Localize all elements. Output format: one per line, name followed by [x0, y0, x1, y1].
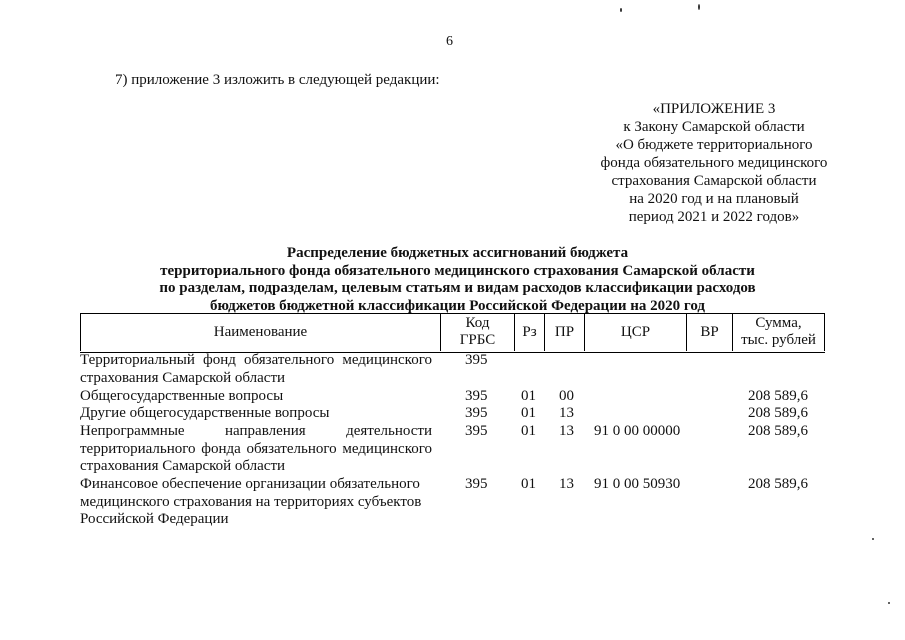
- appendix-line: «О бюджете территориального: [615, 137, 813, 153]
- header-csr: ЦСР: [584, 313, 686, 351]
- header-name: Наименование: [80, 313, 440, 351]
- header-code: Код ГРБС: [440, 313, 514, 351]
- heading-line: территориального фонда обязательного медицинского страхования Самарской области: [160, 262, 755, 279]
- row-rz: 01: [521, 423, 536, 439]
- row-sum: 208 589,6: [748, 388, 808, 404]
- row-name: Общегосударственные вопросы: [80, 388, 284, 404]
- row-csr: 91 0 00 50930: [594, 476, 681, 492]
- appendix-line: к Закону Самарской области: [623, 119, 805, 135]
- table-row: [80, 423, 840, 477]
- row-csr: 91 0 00 00000: [594, 423, 681, 439]
- scan-speck: [620, 8, 622, 12]
- appendix-line: на 2020 год и на плановый: [629, 191, 799, 207]
- table-row: [80, 388, 840, 406]
- page-number: 6: [446, 34, 453, 49]
- scan-speck: [872, 538, 874, 540]
- row-rz: 01: [521, 405, 536, 421]
- table-row: [80, 476, 840, 530]
- header-rz: Рз: [514, 313, 544, 351]
- scan-speck: [888, 602, 890, 604]
- header-pr: ПР: [544, 313, 584, 351]
- appendix-line: страхования Самарской области: [611, 173, 817, 189]
- heading-line: по разделам, подразделам, целевым статьям и видам расходов классификации расходов: [159, 280, 756, 296]
- header-sum: Сумма, тыс. рублей: [732, 313, 825, 351]
- header-vr: ВР: [686, 313, 732, 351]
- row-rz: 01: [521, 388, 536, 404]
- row-name: Территориальный фонд обязательного медицинского страхования Самарской области: [80, 352, 432, 386]
- appendix-block: [584, 100, 844, 226]
- document-heading: [100, 245, 815, 315]
- table-row: [80, 352, 840, 388]
- appendix-line: фонда обязательного медицинского: [600, 155, 828, 171]
- row-sum: 208 589,6: [748, 476, 808, 492]
- row-code: 395: [465, 405, 488, 421]
- row-pr: 13: [559, 405, 574, 421]
- row-sum: 208 589,6: [748, 423, 808, 439]
- row-pr: 00: [559, 388, 574, 404]
- row-sum: 208 589,6: [748, 405, 808, 421]
- row-rz: 01: [521, 476, 536, 492]
- appendix-line: период 2021 и 2022 годов»: [628, 209, 800, 225]
- intro-text: 7) приложение 3 изложить в следующей редакции:: [115, 72, 440, 88]
- row-code: 395: [465, 388, 488, 404]
- row-code: 395: [465, 423, 488, 439]
- appendix-line: «ПРИЛОЖЕНИЕ 3: [652, 101, 776, 117]
- table-row: [80, 405, 840, 423]
- heading-line: бюджетов бюджетной классификации Российской Федерации на 2020 год: [210, 297, 705, 314]
- scan-speck: [698, 4, 700, 10]
- row-code: 395: [465, 476, 488, 492]
- row-name: Другие общегосударственные вопросы: [80, 405, 330, 421]
- row-name: Непрограммные направления деятельности территориального фонда обязательного медицинского страхования Самарской области: [80, 423, 432, 474]
- row-pr: 13: [559, 476, 574, 492]
- heading-line: Распределение бюджетных ассигнований бюджета: [286, 245, 629, 261]
- row-pr: 13: [559, 423, 574, 439]
- row-name: Финансовое обеспечение организации обязательного медицинского страхования на территориях субъектов Российской Федерации: [80, 476, 422, 527]
- row-code: 395: [465, 352, 488, 368]
